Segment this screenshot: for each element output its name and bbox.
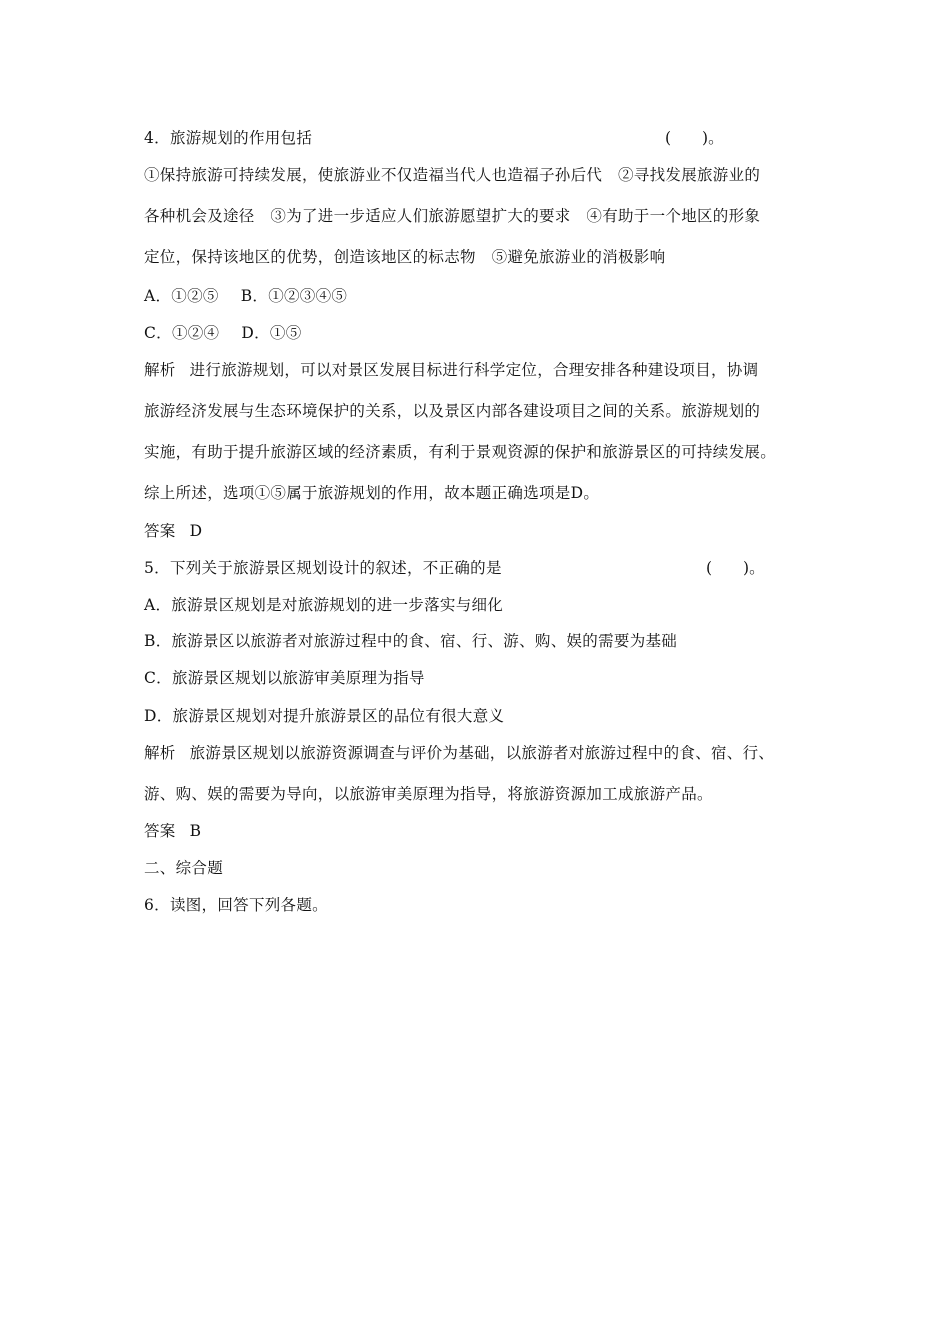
q4-options-row-1 — [144, 284, 347, 306]
q4-option-c: C．①②④ — [144, 324, 220, 342]
q4-body-line-2: 各种机会及途径 ③为了进一步适应人们旅游愿望扩大的要求 ④有助于一个地区的形象 — [144, 207, 761, 225]
q4-analysis-line-1 — [144, 358, 758, 380]
q4-analysis-line-2: 旅游经济发展与生态环境保护的关系，以及景区内部各建设项目之间的关系。旅游规划的 — [144, 402, 761, 420]
q5-option-c: C．旅游景区规划以旅游审美原理为指导 — [144, 669, 425, 687]
q4-analysis-line-3: 实施，有助于提升旅游区域的经济素质，有利于景观资源的保护和旅游景区的可持续发展。 — [144, 443, 777, 461]
q5-option-a: A．旅游景区规划是对旅游规划的进一步落实与细化 — [144, 596, 504, 614]
q4-option-b: B．①②③④⑤ — [240, 287, 348, 305]
section-title: 二、综合题 — [144, 859, 224, 877]
q4-body-line-1: ①保持旅游可持续发展，使旅游业不仅造福当代人也造福子孙后代 ②寻找发展旅游业的 — [144, 166, 761, 184]
q4-body-line-3: 定位，保持该地区的优势，创造该地区的标志物 ⑤避免旅游业的消极影响 — [144, 248, 666, 266]
q5-option-b: B．旅游景区以旅游者对旅游过程中的食、宿、行、游、购、娱的需要为基础 — [144, 632, 678, 650]
q4-answer-label: 答案 — [144, 522, 176, 540]
q5-answer-label: 答案 — [144, 822, 176, 840]
q6-stem: 6．读图，回答下列各题。 — [144, 896, 328, 914]
q4-analysis-text-1: 进行旅游规划，可以对景区发展目标进行科学定位，合理安排各种建设项目，协调 — [189, 361, 759, 379]
q4-answer-value: D — [189, 522, 203, 540]
q4-answer-bracket: ( )。 — [665, 129, 724, 147]
q4-analysis-line-4: 综上所述，选项①⑤属于旅游规划的作用，故本题正确选项是D。 — [144, 484, 600, 502]
q5-option-d: D．旅游景区规划对提升旅游景区的品位有很大意义 — [144, 707, 505, 725]
q4-answer-line — [144, 519, 202, 541]
q5-analysis-label: 解析 — [144, 744, 176, 762]
q4-options-row-2 — [144, 321, 302, 343]
q5-answer-bracket: ( )。 — [706, 559, 765, 577]
q5-stem: 5．下列关于旅游景区规划设计的叙述，不正确的是 — [144, 559, 502, 577]
q4-option-d: D．①⑤ — [241, 324, 302, 342]
q5-analysis-text-1: 旅游景区规划以旅游资源调查与评价为基础，以旅游者对旅游过程中的食、宿、行、 — [189, 744, 775, 762]
q5-answer-line — [144, 819, 201, 841]
q5-analysis-line-1 — [144, 741, 774, 763]
q5-answer-value: B — [189, 822, 202, 840]
q4-stem: 4．旅游规划的作用包括 — [144, 129, 313, 147]
q5-analysis-line-2: 游、购、娱的需要为导向，以旅游审美原理为指导，将旅游资源加工成旅游产品。 — [144, 785, 713, 803]
q4-analysis-label: 解析 — [144, 361, 176, 379]
q4-option-a: A．①②⑤ — [144, 287, 219, 305]
